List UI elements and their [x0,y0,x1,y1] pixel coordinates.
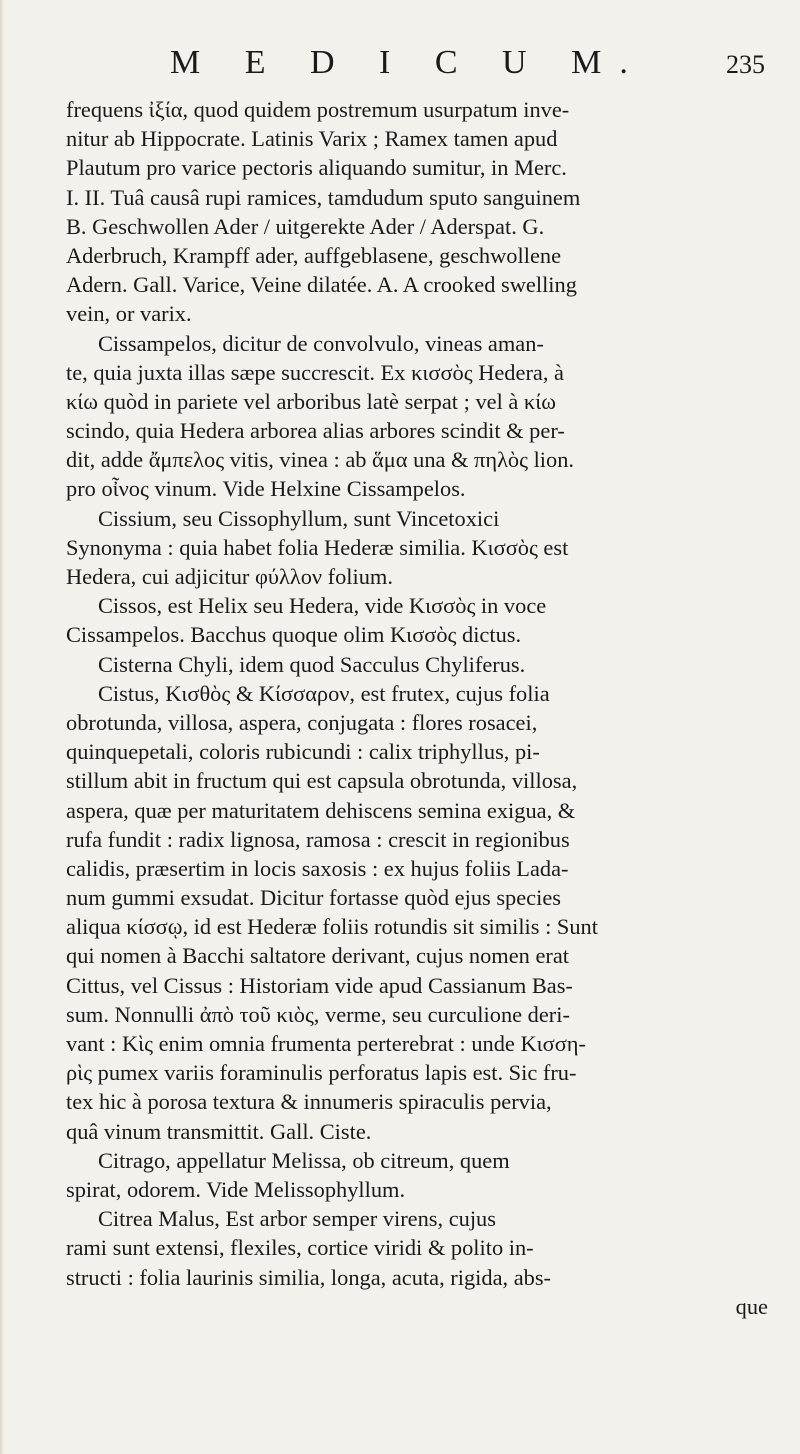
text-line: Cissium, seu Cissophyllum, sunt Vincetoxici [98,505,500,531]
text-line: Cissos, est Helix seu Hedera, vide Κισσὸς in voce [98,593,547,619]
text-line: pro οἶνος vinum. Vide Helxine Cissampelos. [66,476,466,502]
text-line: Cistus, Κισθὸς & Κίσσαρον, est frutex, cujus folia [98,680,550,706]
text-line: quinquepetali, coloris rubicundi : calix triphyllus, pi- [66,739,540,765]
text-line: nitur ab Hippocrate. Latinis Varix ; Ramex tamen apud [66,126,558,152]
text-line: qui nomen à Bacchi saltatore derivant, cujus nomen erat [66,943,569,969]
page-edge-shadow [0,0,4,1454]
text-line: Citrea Malus, Est arbor semper virens, cujus [98,1206,496,1232]
text-line: Cittus, vel Cissus : Historiam vide apud Cassianum Bas- [66,972,573,998]
text-line: Citrago, appellatur Melissa, ob citreum, quem [98,1147,510,1173]
text-line: Hedera, cui adjicitur φύλλον folium. [66,564,393,589]
text-line: Cissampelos, dicitur de convolvulo, vineas aman- [98,330,544,356]
text-line: tex hic à porosa textura & innumeris spiraculis pervia, [66,1089,552,1115]
text-line: aspera, quæ per maturitatem dehiscens semina exigua, & [66,797,576,823]
page-number: 235 [726,50,765,79]
text-line: structi : folia laurinis similia, longa, acuta, rigida, abs- [66,1264,552,1290]
text-line: spirat, odorem. Vide Melissophyllum. [66,1176,406,1202]
text-line: dit, adde ἄμπελος vitis, vinea : ab ἅμα una & πηλὸς lion. [66,447,575,473]
text-line: quâ vinum transmittit. Gall. Ciste. [66,1118,372,1144]
text-line: I. II. Tuâ causâ rupi ramices, tamdudum sputo sanguinem [66,184,581,210]
text-line: Cisterna Chyli, idem quod Sacculus Chyliferus. [98,651,526,677]
dictionary-text-block [66,95,770,1321]
text-line: aliqua κίσσῳ, id est Hederæ foliis rotundis sit similis : Sunt [66,914,598,940]
text-line: rami sunt extensi, flexiles, cortice viridi & polito in- [66,1235,534,1261]
text-line: κίω quòd in pariete vel arboribus latè serpat ; vel à κίω [66,388,556,414]
text-line: sum. Nonnulli ἀπὸ τοῦ κιὸς, verme, seu curculione deri- [66,1001,570,1027]
text-line: te, quia juxta illas sæpe succrescit. Ex κισσὸς Hedera, à [66,359,564,385]
text-line: B. Geschwollen Ader / uitgerekte Ader / Aderspat. G. [66,213,545,239]
text-line: Plautum pro varice pectoris aliquando sumitur, in Merc. [66,155,567,181]
text-line: Cissampelos. Bacchus quoque olim Κισσὸς dictus. [66,622,522,648]
catchword: que [735,1293,768,1319]
text-line: frequens ἰξία, quod quidem postremum usurpatum inve- [66,97,570,122]
text-line: calidis, præsertim in locis saxosis : ex hujus foliis Lada- [66,855,569,881]
text-line: vein, or varix. [66,301,192,327]
text-line: Aderbruch, Krampff ader, auffgeblasene, geschwollene [66,242,562,268]
text-line: Adern. Gall. Varice, Veine dilatée. A. A crooked swelling [66,272,577,298]
text-line: num gummi exsudat. Dicitur fortasse quòd ejus species [66,885,561,911]
text-line: scindo, quia Hedera arborea alias arbores scindit & per- [66,418,565,444]
text-line: rufa fundit : radix lignosa, ramosa : crescit in regionibus [66,826,570,852]
text-line: vant : Κὶς enim omnia frumenta perterebrat : unde Κισση- [66,1031,586,1056]
page-header [0,44,800,84]
running-title: M E D I C U M. [170,44,646,81]
text-line: ρὶς pumex variis foraminulis perforatus lapis est. Sic fru- [66,1060,577,1086]
text-line: Synonyma : quia habet folia Hederæ similia. Κισσὸς est [66,534,569,560]
text-line: stillum abit in fructum qui est capsula obrotunda, villosa, [66,768,578,794]
text-line: obrotunda, villosa, aspera, conjugata : flores rosacei, [66,709,538,735]
